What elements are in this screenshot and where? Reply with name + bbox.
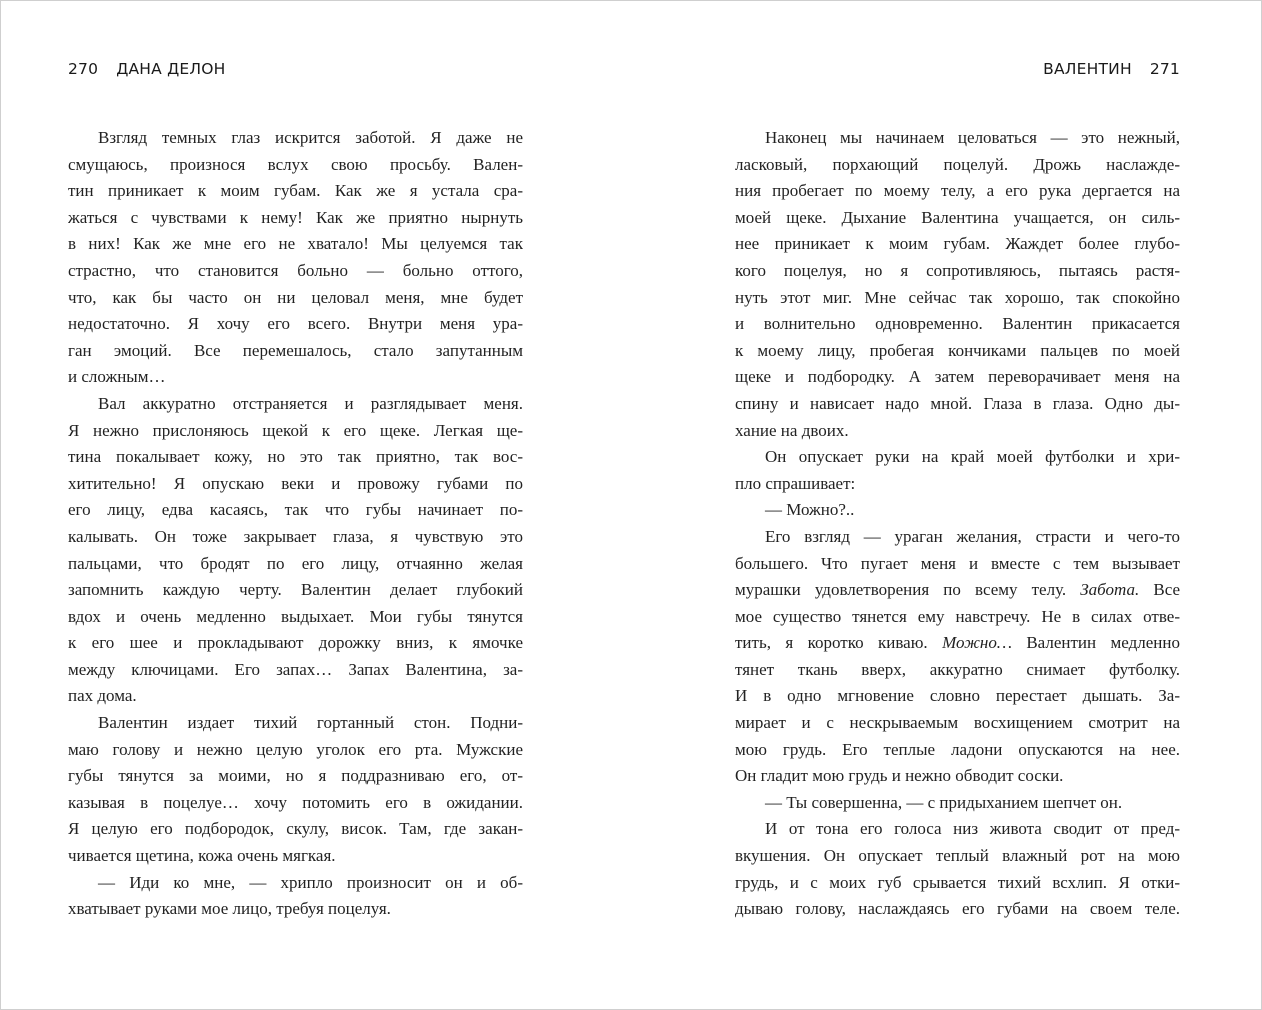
text-segment: Валентин медленно bbox=[1011, 633, 1180, 653]
text-line: нуть этот миг. Мне сейчас так хорошо, так спокойно bbox=[735, 287, 1180, 307]
text-line: к его шее и прокладывают дорожку вниз, к ямочке bbox=[68, 633, 523, 653]
text-line: мою грудь. Его теплые ладони опускаются на нее. bbox=[735, 739, 1180, 759]
text-line: мирает и с нескрываемым восхищением смотрит на bbox=[735, 713, 1180, 733]
text-line: чивается щетина, кожа очень мягкая. bbox=[68, 846, 336, 866]
left-page-text bbox=[68, 125, 523, 923]
text-line: тянет ткань вверх, аккуратно снимает футболку. bbox=[735, 659, 1180, 679]
text-line: Он гладит мою грудь и нежно обводит соски. bbox=[735, 766, 1064, 786]
text-line: щеке и подбородку. А затем переворачивает меня на bbox=[735, 367, 1180, 387]
text-line: жаться с чувствами к нему! Как же приятно нырнуть bbox=[68, 207, 523, 227]
text-line: большего. Что пугает меня и вместе с тем вызывает bbox=[735, 553, 1180, 573]
text-line: и сложным… bbox=[68, 367, 166, 387]
left-running-header bbox=[68, 60, 523, 78]
text-line: губы тянутся за моими, но я поддразниваю его, от- bbox=[68, 766, 523, 786]
text-line: моей щеке. Дыхание Валентина учащается, он силь- bbox=[735, 207, 1180, 227]
italic-text: Забота. bbox=[1080, 580, 1140, 600]
text-line: в них! Как же мне его не хватало! Мы целуемся так bbox=[68, 234, 523, 254]
text-line bbox=[735, 630, 1180, 657]
text-line: — Иди ко мне, — хрипло произносит он и об- bbox=[98, 872, 523, 892]
text-line: И в одно мгновение словно перестает дышать. За- bbox=[735, 686, 1180, 706]
text-line: Наконец мы начинаем целоваться — это нежный, bbox=[765, 128, 1180, 147]
text-line: Я нежно прислоняюсь щекой к его щеке. Легкая ще- bbox=[68, 420, 523, 440]
text-line: спину и нависает надо мной. Глаза в глаза. Одно ды- bbox=[735, 393, 1180, 413]
text-line: Его взгляд — ураган желания, страсти и чего-то bbox=[765, 526, 1180, 546]
text-line: хание на двоих. bbox=[735, 420, 849, 440]
text-line: кого поцелуя, но я сопротивляюсь, пытаясь растя- bbox=[735, 260, 1180, 280]
italic-text: Можно… bbox=[942, 633, 1012, 653]
text-line: что, как бы часто он ни целовал меня, мне будет bbox=[68, 287, 523, 307]
left-page bbox=[68, 0, 523, 1010]
text-line: нее приникает к моим губам. Жаждет более глубо- bbox=[735, 234, 1180, 254]
text-line: пло спрашивает: bbox=[735, 473, 856, 493]
text-line: ган эмоций. Все перемешалось, стало запутанным bbox=[68, 340, 523, 360]
text-line: страстно, что становится больно — больно оттого, bbox=[68, 260, 523, 280]
text-line: между ключицами. Его запах… Запах Валентина, за- bbox=[68, 659, 523, 679]
text-line: Вал аккуратно отстраняется и разглядывает меня. bbox=[98, 393, 523, 413]
text-line: грудь, и с моих губ срывается тихий всхлип. Я отки- bbox=[735, 872, 1180, 892]
text-line: — Ты совершенна, — с придыханием шепчет он. bbox=[765, 792, 1123, 812]
text-line: И от тона его голоса низ живота сводит от пред- bbox=[765, 819, 1180, 839]
page-number: 271 bbox=[1149, 60, 1180, 78]
text-line bbox=[735, 577, 1180, 604]
text-line: ния пробегает по моему телу, а его рука дергается на bbox=[735, 181, 1180, 201]
text-line: маю голову и нежно целую уголок его рта. Мужские bbox=[68, 739, 523, 759]
text-line: Валентин издает тихий гортанный стон. Подни- bbox=[98, 713, 523, 733]
text-line: мое существо тянется ему навстречу. Не в силах отве- bbox=[735, 606, 1180, 626]
text-line: запомнить каждую черту. Валентин делает глубокий bbox=[68, 580, 523, 600]
text-line: дываю голову, наслаждаясь его губами на своем теле. bbox=[735, 899, 1180, 919]
right-page bbox=[735, 0, 1180, 1010]
text-line: тина покалывает кожу, но это так приятно, так вос- bbox=[68, 447, 523, 467]
text-line: вкушения. Он опускает теплый влажный рот на мою bbox=[735, 846, 1180, 866]
text-line: пальцами, что бродят по его лицу, отчаянно желая bbox=[68, 553, 523, 573]
text-line: к моему лицу, пробегая кончиками пальцев по моей bbox=[735, 340, 1180, 360]
text-line: Он опускает руки на край моей футболки и хри- bbox=[765, 447, 1180, 467]
text-line: тин приникает к моим губам. Как же я устала сра- bbox=[68, 181, 523, 201]
running-head-title: ВАЛЕНТИН bbox=[1043, 60, 1132, 78]
page-number: 270 bbox=[68, 60, 99, 78]
text-line: и волнительно одновременно. Валентин прикасается bbox=[735, 314, 1180, 334]
text-segment: тить, я коротко киваю. bbox=[735, 633, 943, 653]
text-line: Взгляд темных глаз искрится заботой. Я даже не bbox=[98, 128, 523, 147]
text-line: смущаюсь, произнося вслух свою просьбу. Вален- bbox=[68, 154, 523, 174]
right-running-header bbox=[735, 60, 1180, 78]
text-segment: Все bbox=[1139, 580, 1180, 600]
text-segment: мурашки удовлетворения по всему телу. bbox=[735, 580, 1081, 600]
text-line: Я целую его подбородок, скулу, висок. Там, где закан- bbox=[68, 819, 523, 839]
text-line: калывать. Он тоже закрывает глаза, я чувствую это bbox=[68, 526, 523, 546]
running-head-author: ДАНА ДЕЛОН bbox=[116, 60, 226, 78]
text-line: пах дома. bbox=[68, 686, 137, 706]
text-line: казывая в поцелуе… хочу потомить его в ожидании. bbox=[68, 792, 523, 812]
text-line: вдох и очень медленно выдыхает. Мои губы тянутся bbox=[68, 606, 523, 626]
text-line: хватывает руками мое лицо, требуя поцелуя. bbox=[68, 899, 391, 919]
text-line: его лицу, едва касаясь, так что губы начинает по- bbox=[68, 500, 523, 520]
text-line: недостаточно. Я хочу его всего. Внутри меня ура- bbox=[68, 314, 523, 334]
text-line: ласковый, порхающий поцелуй. Дрожь наслажде- bbox=[735, 154, 1180, 174]
text-line: — Можно?.. bbox=[765, 500, 855, 520]
right-page-text bbox=[735, 125, 1180, 923]
text-line: хитительно! Я опускаю веки и провожу губами по bbox=[68, 473, 523, 493]
